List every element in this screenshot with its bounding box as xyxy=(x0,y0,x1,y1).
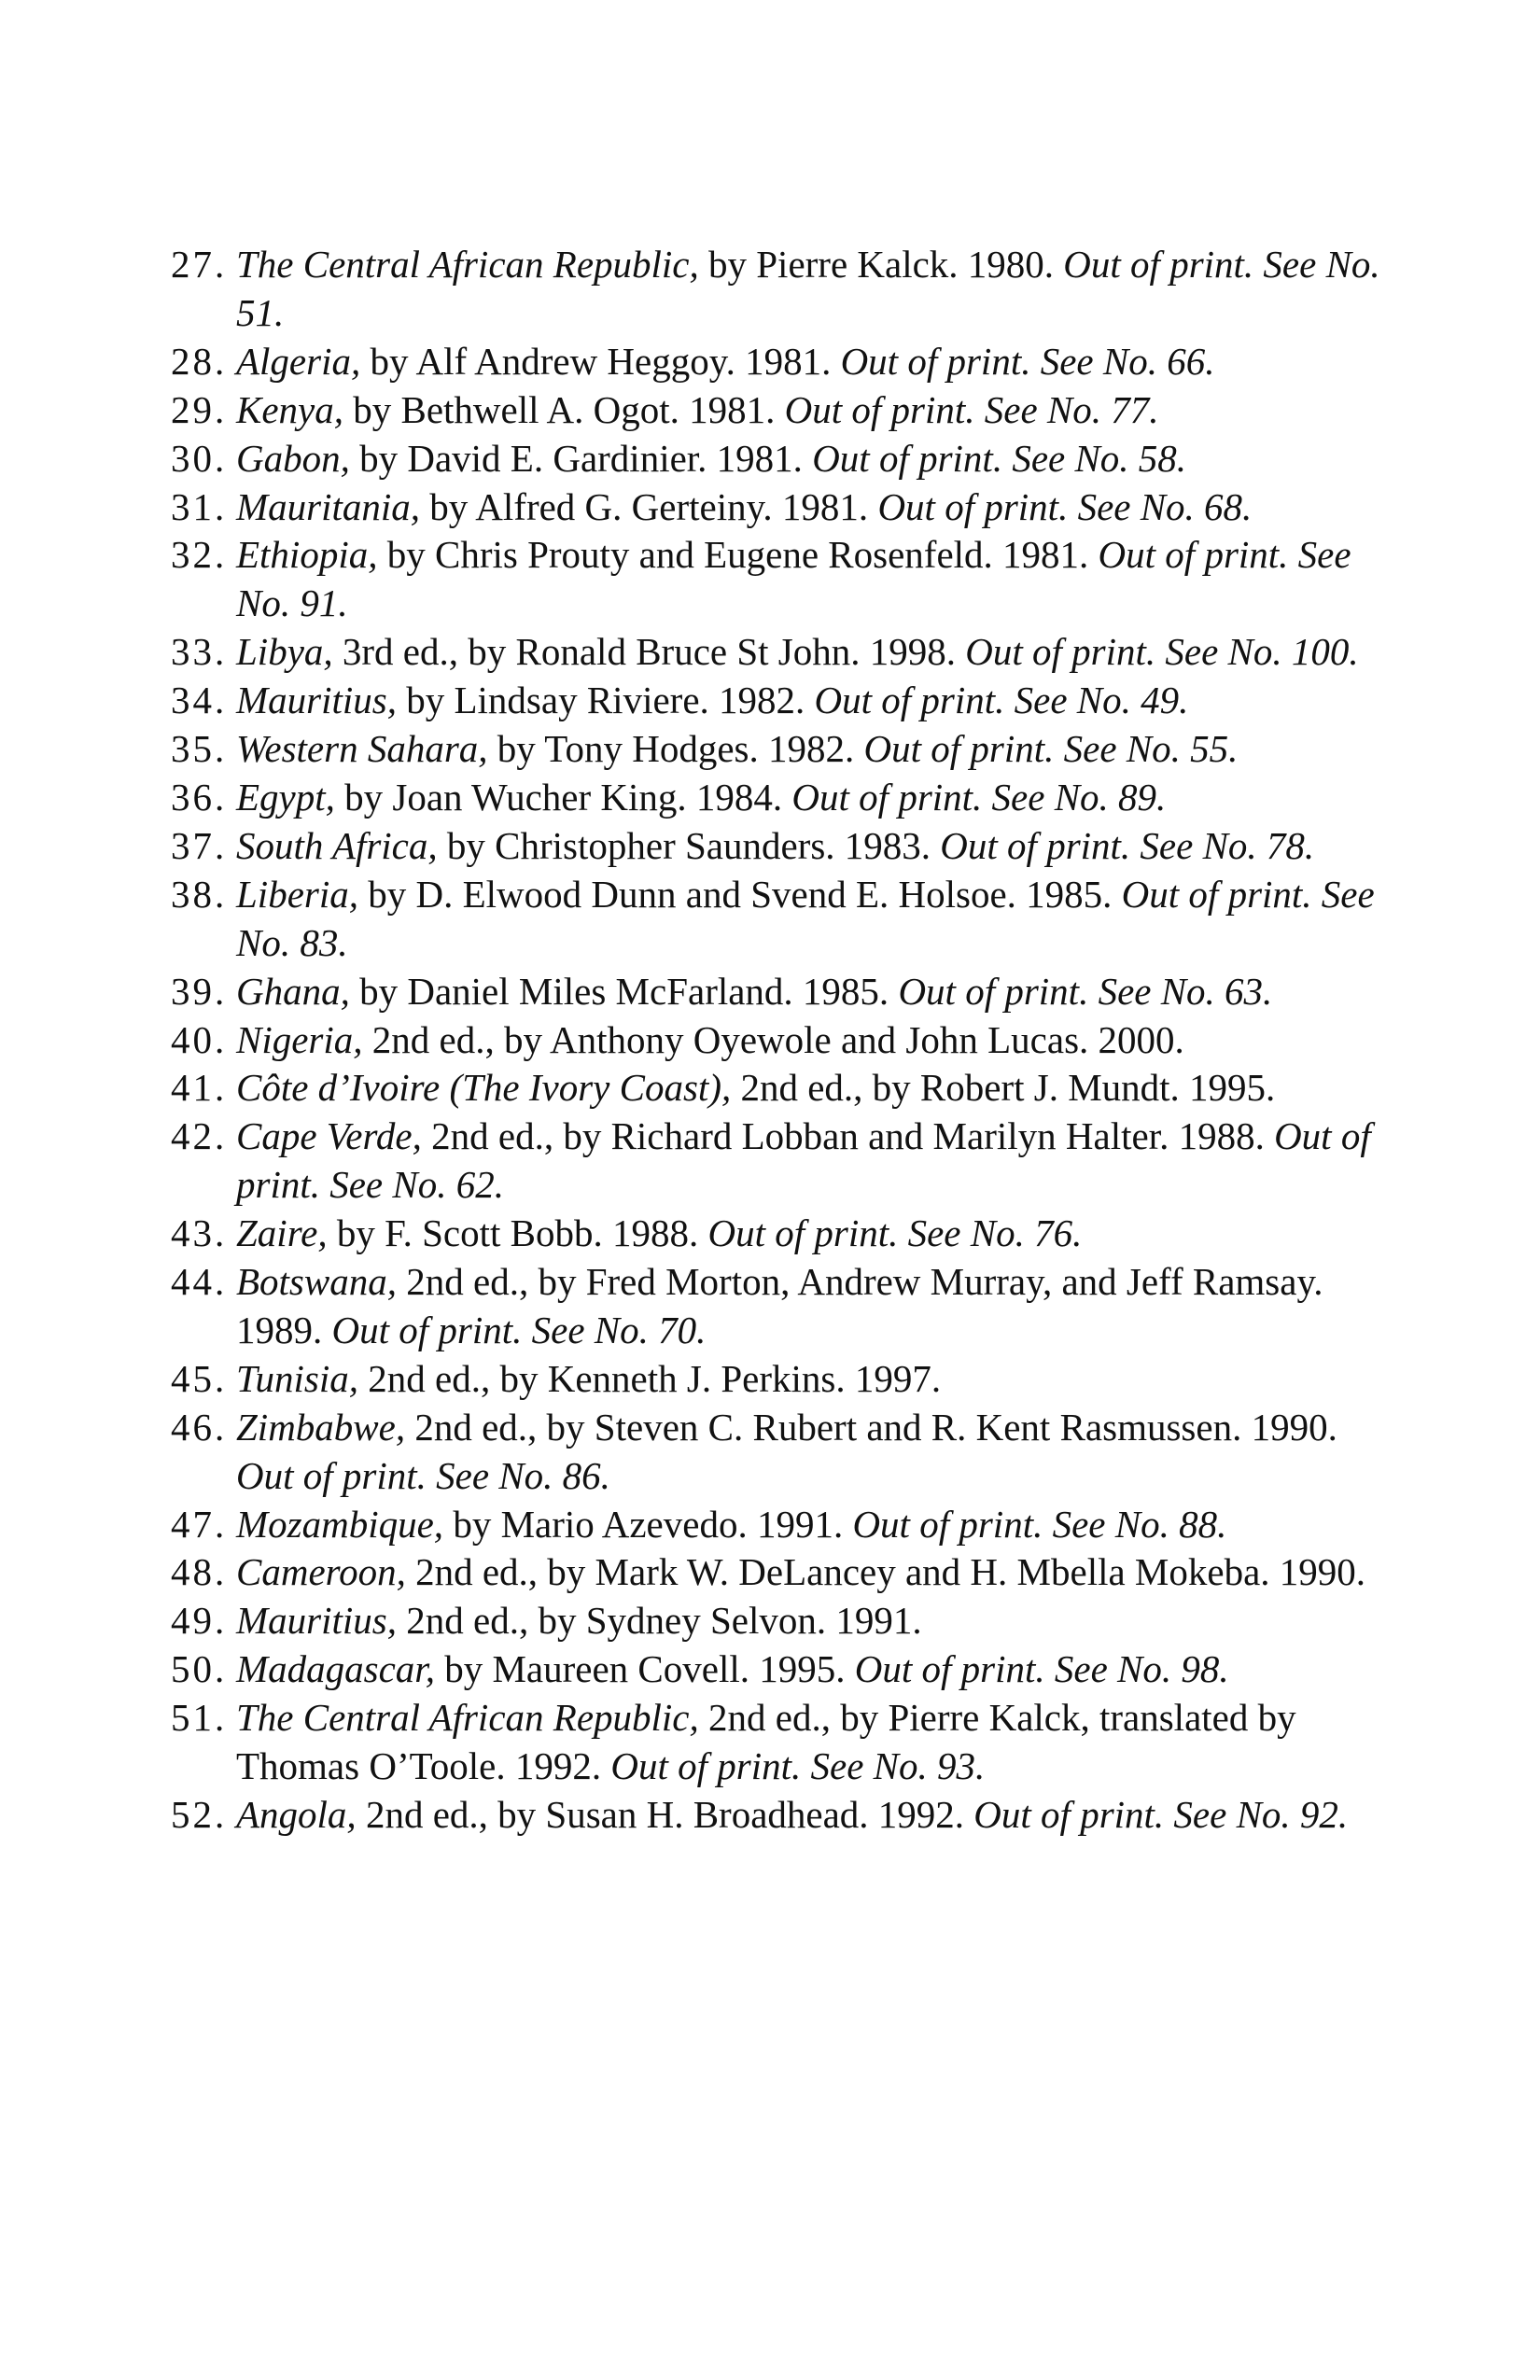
bibliography-list xyxy=(171,241,1384,1840)
entry-title: Cape Verde, xyxy=(236,1114,422,1158)
list-item xyxy=(171,1210,1384,1258)
entry-details: 2nd ed., by Steven C. Rubert and R. Kent Rasmussen. 1990. xyxy=(405,1405,1337,1449)
entry-title: Algeria, xyxy=(236,339,361,383)
entry-title: Kenya, xyxy=(236,387,343,431)
entry-title: Libya, xyxy=(236,630,333,674)
entry-title: The Central African Republic, xyxy=(236,1696,699,1740)
entry-number: 47. xyxy=(171,1502,228,1546)
entry-out-of-print-note: Out of print. See No. 55. xyxy=(863,727,1239,771)
entry-details: 2nd ed., by Fred Morton, Andrew Murray, and Jeff Ramsay. 1989. xyxy=(236,1260,1323,1351)
entry-title: Zimbabwe, xyxy=(236,1405,406,1449)
entry-details: 2nd ed., by Pierre Kalck, translated by Thomas O’Toole. 1992. xyxy=(236,1696,1296,1788)
entry-title: Egypt, xyxy=(236,775,335,819)
entry-out-of-print-note: Out of print. See No. 70. xyxy=(331,1308,707,1351)
entry-details: 2nd ed., by Richard Lobban and Marilyn Halter. 1988. xyxy=(421,1114,1275,1158)
list-item xyxy=(171,1694,1384,1791)
entry-title: Ethiopia, xyxy=(236,533,378,577)
entry-title: Mauritius, xyxy=(236,1599,397,1643)
list-item xyxy=(171,1258,1384,1355)
entry-number: 51. xyxy=(171,1696,228,1740)
list-item xyxy=(171,1791,1384,1840)
entry-number: 48. xyxy=(171,1550,228,1594)
entry-out-of-print-note: Out of print. See No. 100. xyxy=(965,630,1359,674)
entry-title: Madagascar, xyxy=(236,1647,435,1691)
entry-number: 27. xyxy=(171,243,228,286)
entry-out-of-print-note: Out of print. See No. 83. xyxy=(236,872,1375,964)
entry-details: by Daniel Miles McFarland. 1985. xyxy=(349,969,899,1013)
entry-details: 2nd ed., by Kenneth J. Perkins. 1997. xyxy=(358,1356,942,1400)
entry-details: 2nd ed., by Mark W. DeLancey and H. Mbella Mokeba. 1990. xyxy=(405,1550,1366,1594)
entry-out-of-print-note: Out of print. See No. 51. xyxy=(236,243,1380,334)
entry-out-of-print-note: Out of print. See No. 88. xyxy=(852,1502,1227,1546)
entry-title: Tunisia, xyxy=(236,1356,359,1400)
entry-number: 45. xyxy=(171,1356,228,1400)
entry-details: by Pierre Kalck. 1980. xyxy=(698,243,1064,286)
list-item xyxy=(171,483,1384,532)
entry-number: 50. xyxy=(171,1647,228,1691)
entry-details: by Alf Andrew Heggoy. 1981. xyxy=(360,339,841,383)
list-item xyxy=(171,774,1384,822)
entry-number: 33. xyxy=(171,630,228,674)
entry-out-of-print-note: Out of print. See No. 66. xyxy=(840,339,1215,383)
entry-details: 2nd ed., by Robert J. Mundt. 1995. xyxy=(731,1066,1276,1110)
entry-details: 2nd ed., by Anthony Oyewole and John Lucas. 2000. xyxy=(362,1017,1184,1061)
entry-out-of-print-note: Out of print. See No. 92. xyxy=(973,1793,1349,1836)
entry-out-of-print-note: Out of print. See No. 76. xyxy=(707,1211,1083,1255)
entry-details: by Mario Azevedo. 1991. xyxy=(443,1502,853,1546)
entry-details: by Joan Wucher King. 1984. xyxy=(334,775,792,819)
entry-details: 2nd ed., by Susan H. Broadhead. 1992. xyxy=(356,1793,974,1836)
entry-number: 37. xyxy=(171,823,228,867)
entry-title: Mauritius, xyxy=(236,679,397,722)
entry-number: 29. xyxy=(171,387,228,431)
entry-details: by Maureen Covell. 1995. xyxy=(434,1647,855,1691)
list-item xyxy=(171,628,1384,677)
entry-details: by Lindsay Riviere. 1982. xyxy=(397,679,815,722)
entry-number: 34. xyxy=(171,679,228,722)
entry-out-of-print-note: Out of print. See No. 98. xyxy=(854,1647,1229,1691)
list-item xyxy=(171,386,1384,435)
entry-out-of-print-note: Out of print. See No. 89. xyxy=(791,775,1167,819)
entry-number: 41. xyxy=(171,1066,228,1110)
entry-out-of-print-note: Out of print. See No. 68. xyxy=(877,484,1253,528)
list-item xyxy=(171,1404,1384,1501)
entry-title: Ghana, xyxy=(236,969,350,1013)
entry-details: by F. Scott Bobb. 1988. xyxy=(327,1211,708,1255)
entry-number: 36. xyxy=(171,775,228,819)
list-item xyxy=(171,435,1384,483)
entry-out-of-print-note: Out of print. See No. 78. xyxy=(940,823,1315,867)
list-item xyxy=(171,968,1384,1016)
entry-number: 28. xyxy=(171,339,228,383)
entry-number: 49. xyxy=(171,1599,228,1643)
entry-details: by Chris Prouty and Eugene Rosenfeld. 1981. xyxy=(377,533,1099,577)
list-item xyxy=(171,871,1384,968)
entry-title: Botswana, xyxy=(236,1260,397,1304)
entry-title: Gabon, xyxy=(236,436,350,480)
entry-out-of-print-note: Out of print. See No. 93. xyxy=(610,1744,986,1788)
entry-title: Mozambique, xyxy=(236,1502,444,1546)
entry-details: by Bethwell A. Ogot. 1981. xyxy=(343,387,785,431)
entry-out-of-print-note: Out of print. See No. 91. xyxy=(236,533,1351,625)
list-item xyxy=(171,1501,1384,1549)
list-item xyxy=(171,1016,1384,1065)
list-item xyxy=(171,1113,1384,1210)
entry-number: 30. xyxy=(171,436,228,480)
entry-details: by Alfred G. Gerteiny. 1981. xyxy=(420,484,878,528)
entry-number: 46. xyxy=(171,1405,228,1449)
list-item xyxy=(171,241,1384,338)
entry-out-of-print-note: Out of print. See No. 86. xyxy=(236,1453,610,1497)
list-item xyxy=(171,1064,1384,1113)
entry-title: Angola, xyxy=(236,1793,357,1836)
entry-details: by Christopher Saunders. 1983. xyxy=(437,823,941,867)
entry-title: Nigeria, xyxy=(236,1017,363,1061)
list-item xyxy=(171,677,1384,725)
entry-out-of-print-note: Out of print. See No. 77. xyxy=(784,387,1159,431)
entry-number: 43. xyxy=(171,1211,228,1255)
list-item xyxy=(171,1548,1384,1597)
list-item xyxy=(171,531,1384,628)
list-item xyxy=(171,1645,1384,1694)
entry-title: Côte d’Ivoire (The Ivory Coast), xyxy=(236,1066,732,1110)
entry-out-of-print-note: Out of print. See No. 58. xyxy=(812,436,1187,480)
entry-number: 32. xyxy=(171,533,228,577)
list-item xyxy=(171,1355,1384,1404)
entry-out-of-print-note: Out of print. See No. 62. xyxy=(236,1114,1371,1207)
entry-title: Liberia, xyxy=(236,872,358,916)
entry-title: Western Sahara, xyxy=(236,727,488,771)
entry-title: Cameroon, xyxy=(236,1550,406,1594)
entry-out-of-print-note: Out of print. See No. 63. xyxy=(898,969,1273,1013)
entry-number: 40. xyxy=(171,1017,228,1061)
entry-details: 2nd ed., by Sydney Selvon. 1991. xyxy=(397,1599,922,1643)
entry-number: 52. xyxy=(171,1793,228,1836)
list-item xyxy=(171,822,1384,871)
list-item xyxy=(171,725,1384,774)
entry-number: 44. xyxy=(171,1260,228,1304)
list-item xyxy=(171,338,1384,386)
entry-details: 3rd ed., by Ronald Bruce St John. 1998. xyxy=(332,630,966,674)
entry-number: 31. xyxy=(171,484,228,528)
entry-title: The Central African Republic, xyxy=(236,243,699,286)
entry-details: by David E. Gardinier. 1981. xyxy=(349,436,813,480)
entry-details: by Tony Hodges. 1982. xyxy=(487,727,864,771)
entry-title: Mauritania, xyxy=(236,484,421,528)
entry-number: 42. xyxy=(171,1114,228,1158)
entry-out-of-print-note: Out of print. See No. 49. xyxy=(814,679,1189,722)
entry-number: 38. xyxy=(171,872,228,916)
list-item xyxy=(171,1597,1384,1645)
entry-details: by D. Elwood Dunn and Svend E. Holsoe. 1985. xyxy=(358,872,1122,916)
entry-number: 39. xyxy=(171,969,228,1013)
entry-title: South Africa, xyxy=(236,823,438,867)
entry-title: Zaire, xyxy=(236,1211,328,1255)
entry-number: 35. xyxy=(171,727,228,771)
